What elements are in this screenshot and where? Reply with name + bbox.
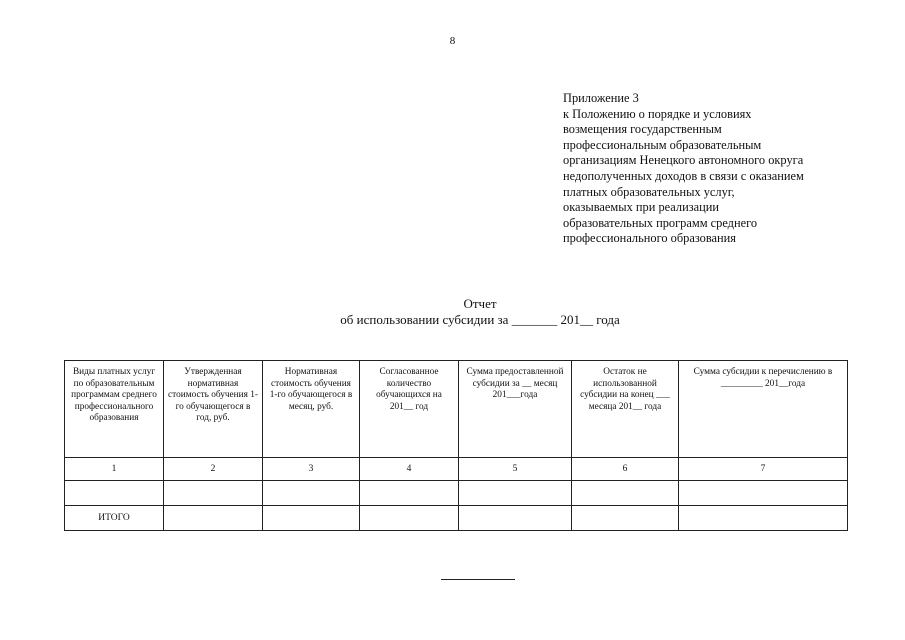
table-cell bbox=[572, 481, 679, 506]
table-cell bbox=[360, 506, 459, 531]
appendix-block bbox=[563, 91, 893, 247]
appendix-line: платных образовательных услуг, bbox=[563, 184, 735, 199]
appendix-line: к Положению о порядке и условиях bbox=[563, 106, 752, 121]
total-row bbox=[65, 506, 848, 531]
subsidy-report-table bbox=[64, 360, 848, 531]
column-number: 3 bbox=[263, 458, 360, 481]
appendix-line: недополученных доходов в связи с оказанием bbox=[563, 168, 804, 183]
appendix-line: профессиональным образовательным bbox=[563, 137, 762, 152]
column-header: Согласованное количество обучающихся на 201__ год bbox=[360, 361, 459, 458]
table-cell bbox=[65, 481, 164, 506]
column-header: Остаток не использованной субсидии на конец ___ месяца 201__ года bbox=[572, 361, 679, 458]
appendix-line: профессионального образования bbox=[563, 231, 737, 246]
column-number: 5 bbox=[459, 458, 572, 481]
table-cell bbox=[679, 481, 848, 506]
table-cell bbox=[459, 506, 572, 531]
appendix-line: возмещения государственным bbox=[563, 122, 722, 137]
table-header-row bbox=[65, 361, 848, 458]
table-cell bbox=[679, 506, 848, 531]
column-header: Виды платных услуг по образовательным программам среднего профессионального образования bbox=[65, 361, 164, 458]
table-cell bbox=[459, 481, 572, 506]
report-heading bbox=[0, 296, 905, 328]
table-row bbox=[65, 481, 848, 506]
appendix-line: образовательных программ среднего bbox=[563, 215, 758, 230]
column-number: 1 bbox=[65, 458, 164, 481]
column-number: 7 bbox=[679, 458, 848, 481]
appendix-line: оказываемых при реализации bbox=[563, 200, 720, 215]
appendix-line: Приложение 3 bbox=[563, 91, 639, 105]
column-number: 4 bbox=[360, 458, 459, 481]
total-label: ИТОГО bbox=[65, 506, 164, 531]
column-header: Утвержденная нормативная стоимость обучения 1-го обучающегося в год, руб. bbox=[164, 361, 263, 458]
column-header: Сумма субсидии к перечислению в _________ 201__года bbox=[679, 361, 848, 458]
table-cell bbox=[572, 506, 679, 531]
table-cell bbox=[164, 481, 263, 506]
table-cell bbox=[263, 506, 360, 531]
column-header: Нормативная стоимость обучения 1-го обучающегося в месяц, руб. bbox=[263, 361, 360, 458]
report-subtitle: об использовании субсидии за _______ 201__ года bbox=[340, 312, 620, 327]
page-number: 8 bbox=[449, 35, 456, 47]
footer-divider bbox=[441, 579, 515, 580]
appendix-line: организациям Ненецкого автономного округа bbox=[563, 153, 804, 168]
column-header: Сумма предоставленной субсидии за __ месяц 201___года bbox=[459, 361, 572, 458]
table-cell bbox=[263, 481, 360, 506]
column-number: 2 bbox=[164, 458, 263, 481]
table-cell bbox=[164, 506, 263, 531]
column-number-row bbox=[65, 458, 848, 481]
column-number: 6 bbox=[572, 458, 679, 481]
report-title: Отчет bbox=[463, 296, 497, 311]
table-cell bbox=[360, 481, 459, 506]
